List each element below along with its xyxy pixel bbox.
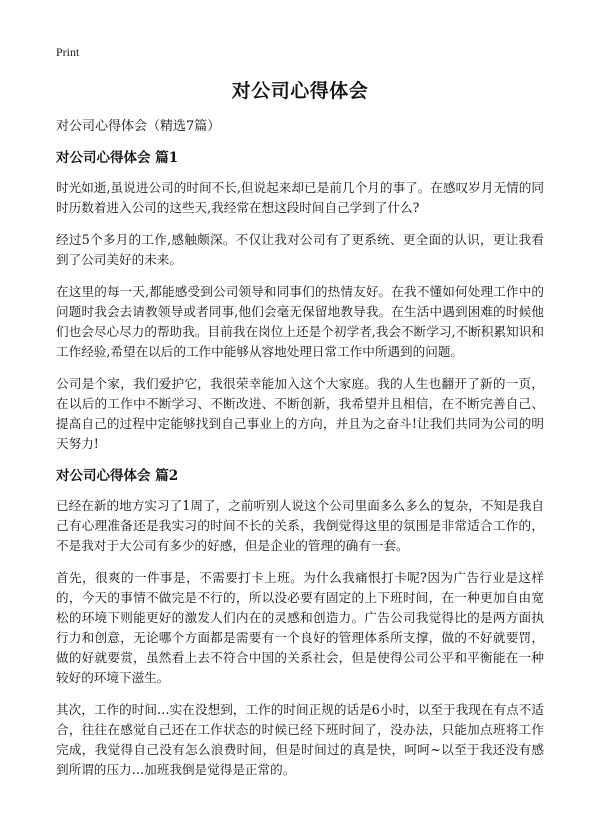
paragraph: 首先，很爽的一件事是，不需要打卡上班。为什么我痛恨打卡呢?因为广告行业是这样的，今天的事情不做完是不行的，所以没必要有固定的上下班时间，在一种更加自由宽松的环境下则能更好的激发人们内在的灵感和创造力。广告公司我觉得比的是两方面执行力和创意，无论哪个方面都是需要有一个良好的管理体系所支撑，做的不好就要罚，做的好就要赏，虽然看上去不符合中国的关系社会，但是使得公司公平和平衡能在一种较好的环境下滋生。 [56,570,544,685]
section-heading: 对公司心得体会 篇1 [56,150,179,166]
paragraph: 公司是个家，我们爱护它，我很荣幸能加入这个大家庭。我的人生也翻开了新的一页，在以后的工作中不断学习、不断改进、不断创新，我希望并且相信，在不断完善自己、提高自己的过程中定能够找到自己事业上的方向，并且为之奋斗!让我们共同为公司的明天努力! [56,376,544,451]
page-title: 对公司心得体会 [231,80,369,102]
paragraph: 其次，工作的时间…实在没想到，工作的时间正规的话是6小时，以至于我现在有点不适合，往往在感觉自己还在工作状态的时候已经下班时间了，没办法，只能加点班将工作完成，我觉得自己没有怎么浪费时间，但是时间过的真是快，呵呵~以至于我还没有感到所谓的压力…加班我倒是觉得是正常的。 [56,702,544,777]
paragraph: 在这里的每一天,都能感受到公司领导和同事们的热情友好。在我不懂如何处理工作中的问题时我会去请教领导或者同事,他们会毫无保留地教导我。在生活中遇到困难的时候他们也会尽心尽力的帮助我。目前我在岗位上还是个初学者,我会不断学习,不断积累知识和工作经验,希望在以后的工作中能够从容地处理日常工作中所遇到的问题。 [56,284,544,359]
document-subtitle: 对公司心得体会（精选7篇） [56,119,221,134]
paragraph: 时光如逝,虽说进公司的时间不长,但说起来却已是前几个月的事了。在感叹岁月无情的同时历数着进入公司的这些天,我经常在想这段时间自己学到了什么? [56,180,544,215]
section-heading: 对公司心得体会 篇2 [56,468,179,484]
print-link[interactable]: Print [56,45,80,59]
paragraph: 已经在新的地方实习了1周了，之前听别人说这个公司里面多么多么的复杂，不知是我自己有心理准备还是我实习的时间不长的关系，我倒觉得这里的氛围是非常适合工作的，不是我对于大公司有多少的好感，但是企业的管理的确有一套。 [56,498,544,553]
paragraph: 经过5个多月的工作,感触颇深。不仅让我对公司有了更系统、更全面的认识，更让我看到了公司美好的未来。 [56,232,544,267]
